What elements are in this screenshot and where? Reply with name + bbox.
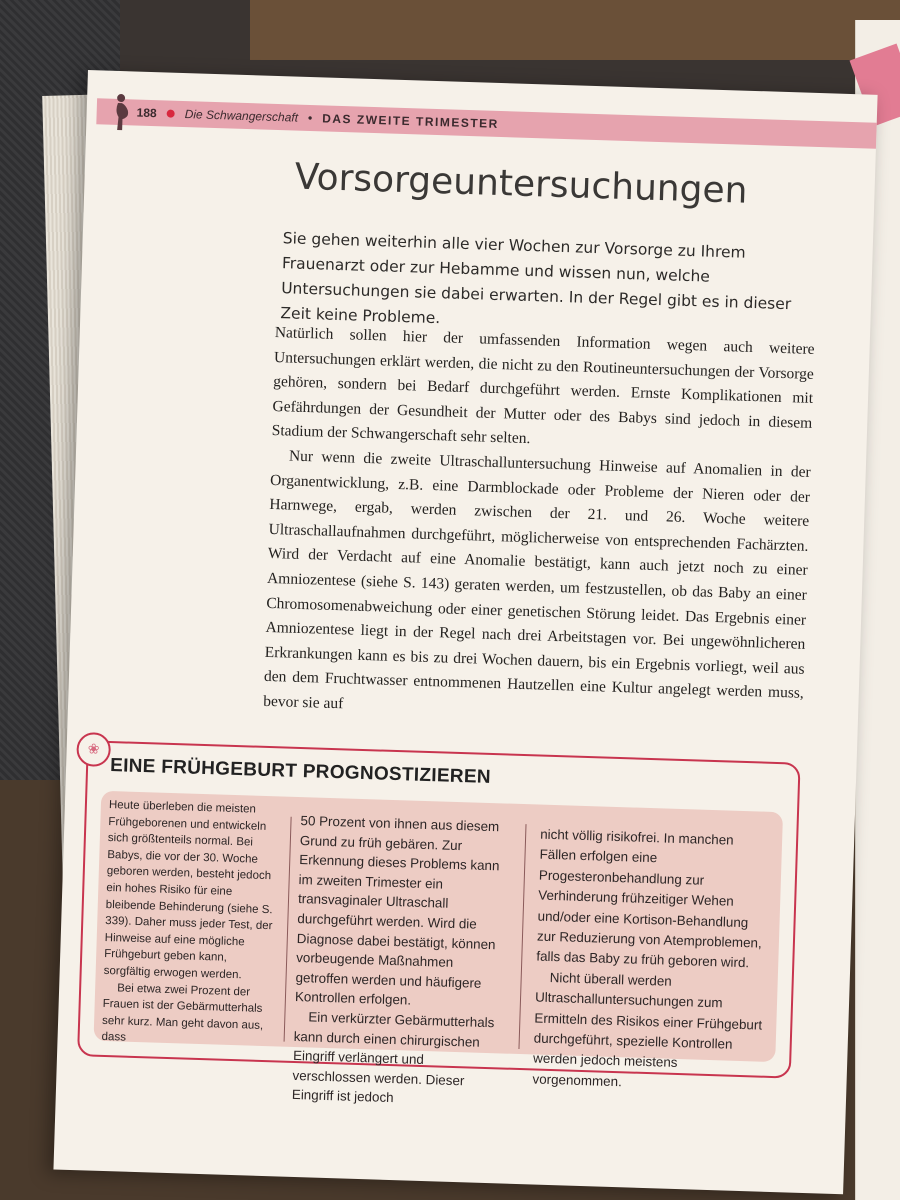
pregnant-woman-icon [110,93,133,132]
info-paragraph: Ein verkürzter Gebärmutterhals kann durch einen chirurgischen Eingriff verlängert und verschlossen werden. Dieser Eingriff ist jedoch [291,1009,495,1106]
page-number: 188 [136,105,157,121]
info-box [77,740,801,1106]
info-box-panel [94,791,784,1106]
column-divider [284,817,292,1042]
bullet-dot-icon [167,109,175,117]
info-paragraph: 50 Prozent von ihnen aus diesem Grund zu früh gebären. Zur Erkennung dieses Problems kann im zweiten Trimester ein transvaginaler Ultraschall durchgeführt werden. Wird die Diagnose dabei bestätigt, können vorbeugende Maßnahmen getroffen werden und häufigere Kontrollen erfolgen. [294,813,500,1008]
chapter-name: DAS ZWEITE TRIMESTER [322,111,500,131]
body-paragraph: Nur wenn die zweite Ultraschalluntersuchung Hinweise auf Anomalien in der Organentwicklung, z.B. eine Darmblockade oder Probleme der Nieren oder der Harnwege, ergab, werden zwischen der 21. und 26. Woche weitere Ultraschallaufnahmen durchgeführt, möglicherweise von entsprechenden Fachärzten. Wird der Verdacht auf eine Anomalie bestätigt, kann auch jetzt noch zu einer Amniozentese (siehe S. 143) geraten werden, um festzustellen, ob das Baby an einer Chromosomenabweichung oder einer genetischen Störung leidet. Das Ergebnis einer Amniozentese liegt in der Regel nach drei Arbeitstagen vor. Bei ungewöhnlicheren Erkrankungen kann es bis zu drei Wochen dauern, bis ein Ergebnis vorliegt, weil aus den dem Fruchtwasser entnommenen Hautzellen eine Kultur angelegt werden muss, bevor sie auf [262,447,811,713]
section-name: Die Schwangerschaft [184,107,299,125]
article-intro: Sie gehen weiterhin alle vier Wochen zur Vorsorge zu Ihrem Frauenarzt oder zur Hebamme und wissen nun, welche Untersuchungen sie dabei erwarten. In der Regel gibt es in dieser Zeit keine Probleme. [280,229,792,328]
header-separator: • [307,110,313,126]
info-paragraph: Bei etwa zwei Prozent der Frauen ist der Gebärmutterhals sehr kurz. Man geht davon aus, dass [101,981,264,1044]
article-body [263,321,815,731]
body-paragraph: Natürlich sollen hier der umfassenden Information wegen auch weitere Untersuchungen erklärt werden, die nicht zu den Routineuntersuchungen der Vorsorge gehören, sondern bei Bedarf durchgeführt werden. Ernste Komplikationen mit Gefährdungen der Gesundheit der Mutter oder des Babys sind jedoch in diesem Stadium der Schwangerschaft sehr selten. [271,324,815,448]
info-paragraph: nicht völlig risikofrei. In manchen Fällen erfolgen eine Progesteronbehandlung zur Verhinderung frühzeitiger Wehen und/oder eine Kortison-Behandlung zur Reduzierung von Atemproblemen, falls das Baby zu früh geboren wird. [536,826,762,971]
column-divider [518,824,526,1049]
info-column-2 [292,811,506,1111]
info-paragraph: Nicht überall werden Ultraschalluntersuchungen zum Ermitteln des Risikos einer Frühgeburt durchgeführt, spezielle Kontrollen werden jedoch meistens vorgenommen. [532,969,763,1090]
fetus-icon: ❀ [76,732,111,767]
info-column-1 [101,797,281,1051]
running-header [96,98,876,148]
article-title: Vorsorgeuntersuchungen [294,156,749,212]
info-box-title: EINE FRÜHGEBURT PROGNOSTIZIEREN [109,755,492,788]
info-paragraph: Heute überleben die meisten Frühgeborenen und entwickeln sich größtenteils normal. Bei Babys, die vor der 30. Woche geboren werden, besteht jedoch ein hohes Risiko für eine bleibende Behinderung (siehe S. 339). Daher muss jeder Test, der Hinweise auf eine mögliche Frühgeburt geben kann, sorgfältig erwogen werden. [103,799,273,982]
info-column-3 [532,825,770,1097]
book-page [53,70,877,1194]
table-background [250,0,900,60]
